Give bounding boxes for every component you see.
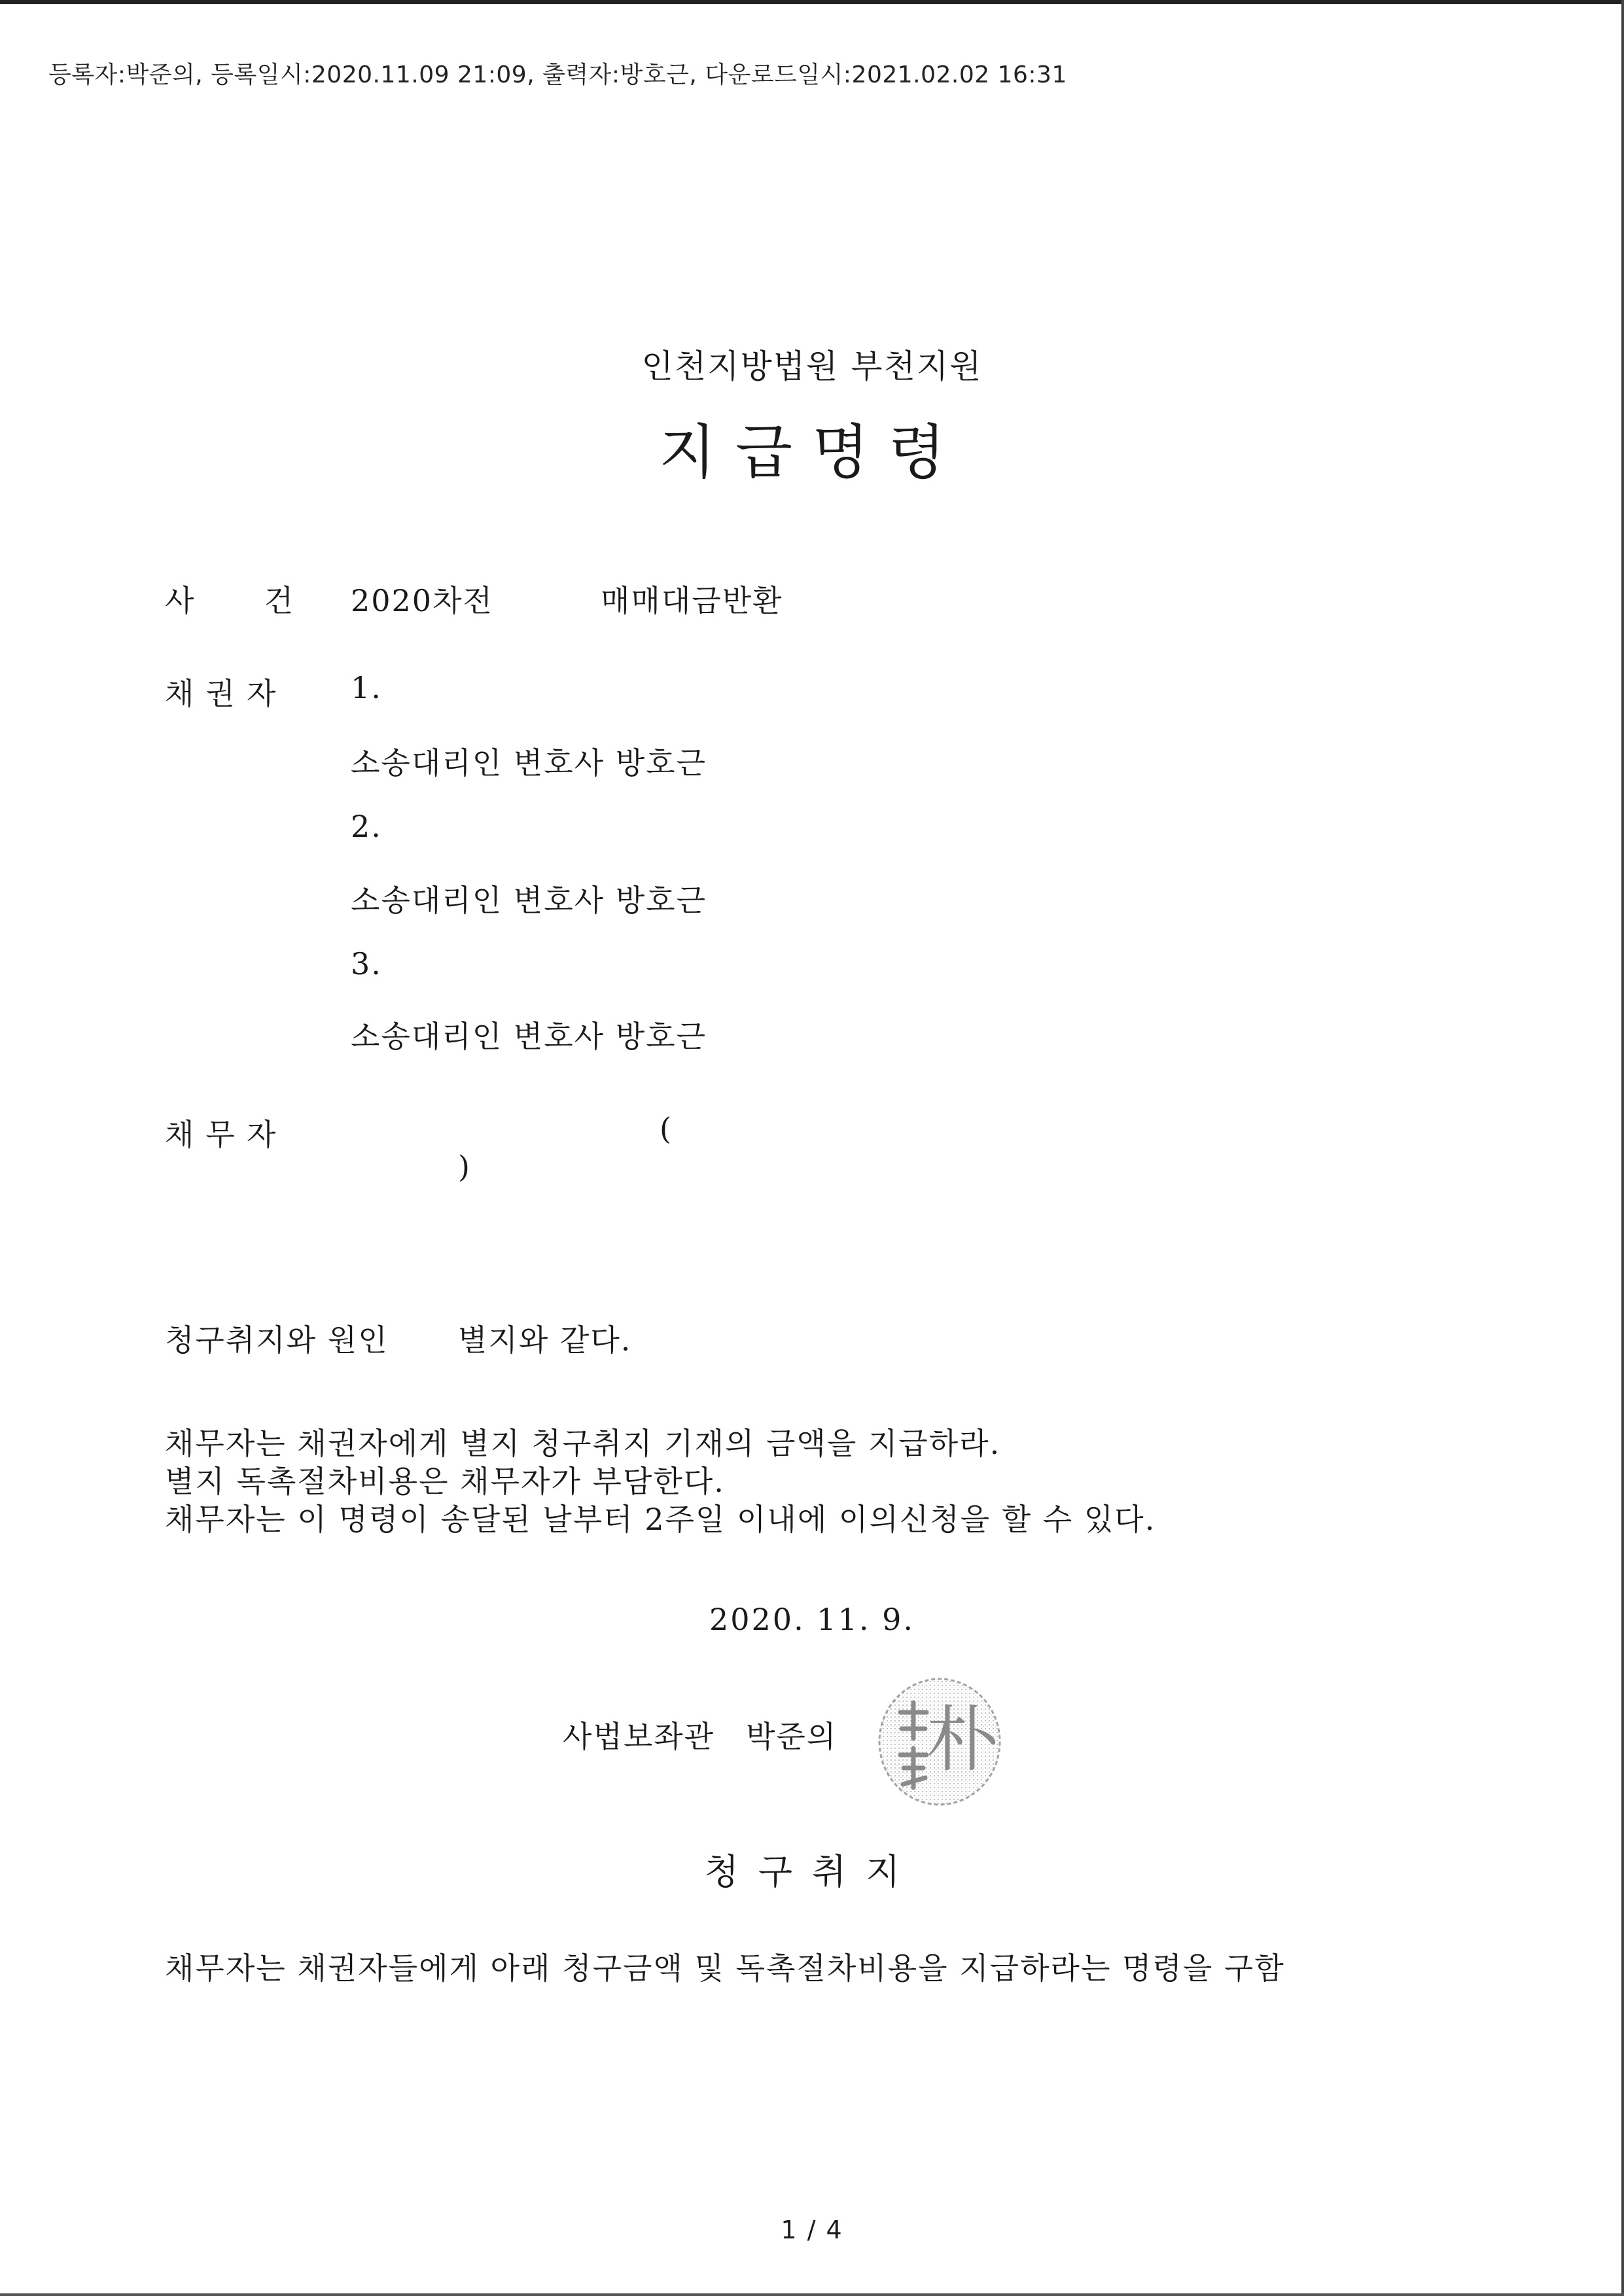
debtor-open-paren: ( (660, 1111, 673, 1146)
debtor-close-paren: ) (458, 1149, 471, 1184)
creditor-agent: 소송대리인 변호사 방호근 (351, 883, 707, 918)
bottom-border (0, 2293, 1624, 2296)
claim-label: 청구취지와 원인 (165, 1322, 389, 1358)
claim-section-text: 채무자는 채권자들에게 아래 청구금액 및 독촉절차비용을 지급하라는 명령을 구함 (165, 1951, 1285, 1986)
top-border (0, 0, 1624, 4)
officer-name: 박준의 (746, 1719, 838, 1754)
case-label-part-1: 사 (165, 583, 197, 618)
case-label (165, 577, 296, 620)
order-line: 채무자는 채권자에게 별지 청구취지 기재의 금액을 지급하라. (165, 1426, 1001, 1461)
case-name: 매매대금반환 (601, 583, 783, 618)
order-line: 별지 독촉절차비용은 채무자가 부담한다. (165, 1464, 725, 1499)
creditor-agent: 소송대리인 변호사 방호근 (351, 1019, 707, 1054)
header-meta: 등록자:박준의, 등록일시:2020.11.09 21:09, 출력자:방호근, 다운로드일시:2021.02.02 16:31 (48, 62, 1067, 88)
creditor-agent: 소송대리인 변호사 방호근 (351, 745, 707, 781)
creditor-number: 1. (351, 670, 382, 705)
order-line: 채무자는 이 명령이 송달된 날부터 2주일 이내에 이의신청을 할 수 있다. (165, 1502, 1156, 1537)
official-seal (874, 1676, 1005, 1807)
creditor-label: 채권자 (165, 676, 288, 711)
claim-section-heading: 청구취지 (704, 1851, 920, 1892)
creditor-number: 3. (351, 946, 382, 981)
creditor-number: 2. (351, 809, 382, 844)
document-title: 지급명령 (659, 418, 965, 487)
court-name: 인천지방법원 부천지원 (641, 347, 983, 385)
issue-date: 2020. 11. 9. (709, 1602, 915, 1637)
officer-title: 사법보좌관 (563, 1719, 715, 1754)
page-number: 1 / 4 (781, 2216, 843, 2244)
case-label-part-2: 건 (264, 583, 296, 618)
debtor-label: 채무자 (165, 1117, 288, 1152)
case-number: 2020차전 (351, 583, 493, 618)
seal-character: 朴 (927, 1698, 998, 1782)
claim-value: 별지와 같다. (458, 1322, 632, 1358)
